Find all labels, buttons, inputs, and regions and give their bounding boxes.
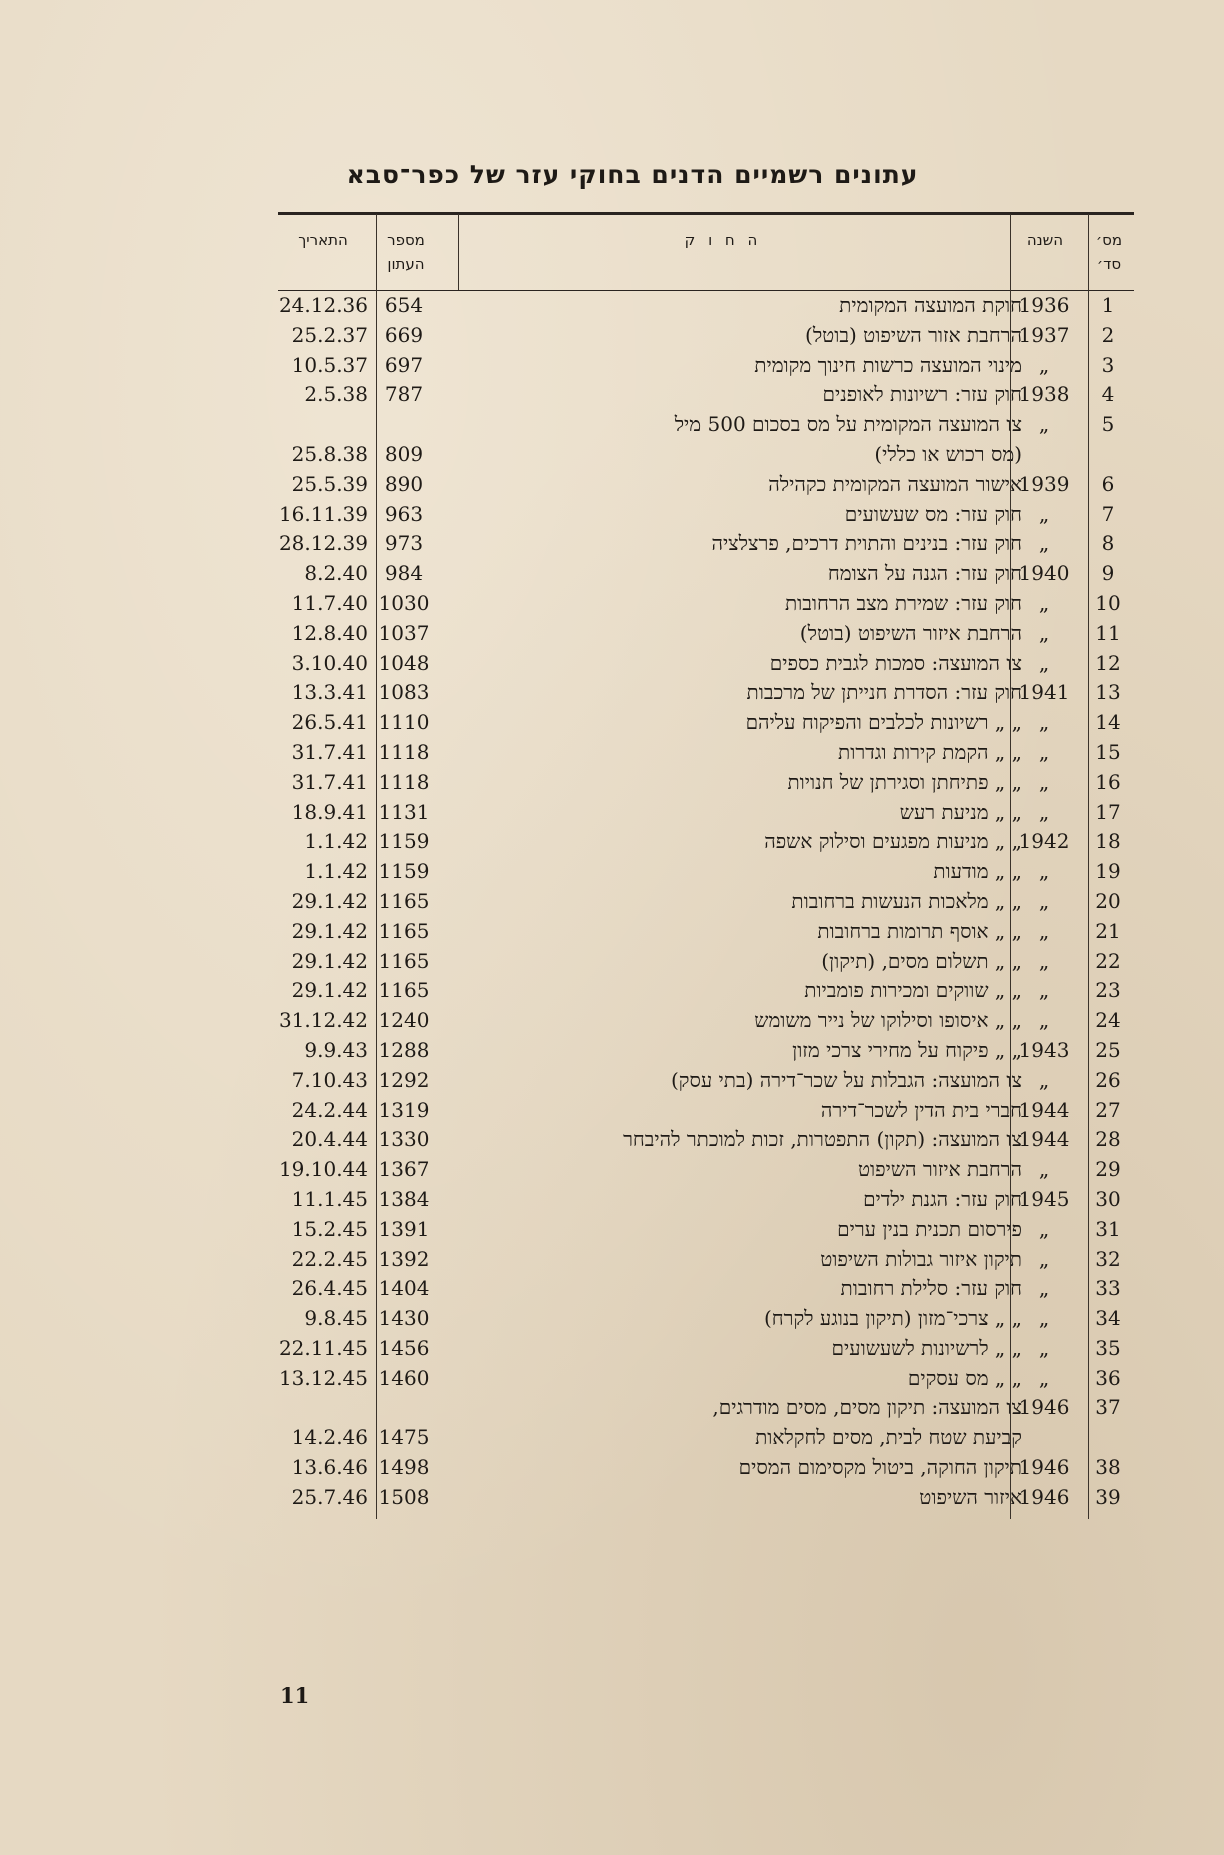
- header-issue: מספר העתון: [387, 231, 425, 273]
- year-cell: „: [1038, 918, 1050, 943]
- issue-cell: 1384: [378, 1186, 430, 1211]
- date-cell: 14.2.46: [291, 1425, 368, 1450]
- law-cell: „ „ פיקוח על מחירי צרכי מזון: [792, 1037, 1022, 1062]
- table-row: [278, 738, 1134, 768]
- year-cell: „: [1038, 1306, 1050, 1331]
- issue-cell: 1508: [378, 1484, 430, 1509]
- table-row: [278, 380, 1134, 410]
- law-cell: (מס רכוש או כללי): [874, 441, 1022, 466]
- table-row: [278, 410, 1134, 440]
- date-cell: 8.2.40: [304, 561, 368, 586]
- date-cell: 13.12.45: [278, 1365, 368, 1390]
- year-cell: 1946: [1018, 1395, 1070, 1420]
- date-cell: 20.4.44: [291, 1127, 368, 1152]
- table-row: [278, 1364, 1134, 1394]
- date-cell: 25.5.39: [291, 471, 368, 496]
- date-cell: 29.1.42: [291, 978, 368, 1003]
- serial-cell: 24: [1095, 1008, 1121, 1033]
- date-cell: 26.4.45: [291, 1276, 368, 1301]
- year-cell: 1938: [1018, 382, 1070, 407]
- table-header: [278, 214, 1134, 291]
- table-row: [278, 1155, 1134, 1185]
- law-cell: צו המועצה: הגבלות על שכר־דירה (בתי עסק): [670, 1067, 1022, 1092]
- issue-cell: 1165: [378, 978, 430, 1003]
- year-cell: 1942: [1018, 829, 1070, 854]
- table-row: [278, 1006, 1134, 1036]
- date-cell: 31.12.42: [278, 1008, 368, 1033]
- issue-cell: 1118: [378, 769, 430, 794]
- year-cell: „: [1038, 650, 1050, 675]
- serial-cell: 1: [1101, 293, 1115, 317]
- issue-cell: 1367: [378, 1157, 430, 1182]
- issue-cell: 669: [384, 322, 424, 347]
- serial-cell: 6: [1101, 471, 1115, 496]
- year-cell: 1937: [1018, 322, 1070, 347]
- laws-table: [278, 214, 1134, 1513]
- date-cell: 29.1.42: [291, 888, 368, 913]
- law-cell: תיקון איזור גבולות השיפוט: [820, 1246, 1022, 1271]
- issue-cell: 1110: [378, 710, 430, 735]
- table-row: [278, 887, 1134, 917]
- table-row: [278, 917, 1134, 947]
- date-cell: 3.10.40: [291, 650, 368, 675]
- issue-cell: 1319: [378, 1097, 430, 1122]
- year-cell: 1946: [1018, 1484, 1070, 1509]
- serial-cell: 28: [1095, 1127, 1121, 1152]
- serial-cell: 33: [1095, 1276, 1121, 1301]
- law-cell: תיקון החוקה, ביטול מקסימום המסים: [738, 1455, 1022, 1480]
- issue-cell: 1475: [378, 1425, 430, 1450]
- law-cell: הרחבת אזור השיפוט (בוטל): [805, 322, 1022, 347]
- date-cell: 29.1.42: [291, 918, 368, 943]
- date-cell: 11.1.45: [291, 1186, 368, 1211]
- law-cell: „ „ פתיחתן וסגירתן של חנויות: [787, 769, 1022, 794]
- issue-cell: 1288: [378, 1037, 430, 1062]
- date-cell: 9.8.45: [304, 1306, 368, 1331]
- issue-cell: 1292: [378, 1067, 430, 1092]
- date-cell: 9.9.43: [304, 1037, 368, 1062]
- year-cell: „: [1038, 412, 1050, 437]
- year-cell: „: [1038, 978, 1050, 1003]
- header-law: ה ח ו ק: [684, 231, 762, 249]
- serial-cell: 13: [1095, 680, 1121, 705]
- year-cell: „: [1038, 1335, 1050, 1360]
- serial-cell: 2: [1101, 322, 1115, 347]
- serial-cell: 26: [1095, 1067, 1121, 1092]
- serial-cell: 5: [1101, 412, 1115, 437]
- table-row: [278, 470, 1134, 500]
- table-row: [278, 976, 1134, 1006]
- date-cell: 31.7.41: [291, 739, 368, 764]
- serial-cell: 16: [1095, 769, 1121, 794]
- law-cell: חוק עזר: בנינים והתוית דרכים, פרצלציה: [711, 531, 1022, 556]
- year-cell: „: [1038, 1276, 1050, 1301]
- date-cell: 13.6.46: [291, 1455, 368, 1480]
- law-cell: צו המועצה: סמכות לגבית כספים: [769, 650, 1022, 675]
- issue-cell: 1391: [378, 1216, 430, 1241]
- table-row: [278, 589, 1134, 619]
- law-cell: מינוי המועצה כרשות חינוך מקומית: [754, 352, 1022, 377]
- table-row: [278, 351, 1134, 381]
- law-cell: „ „ מניעות מפגעים וסילוק אשפה: [764, 829, 1022, 854]
- law-cell: צו המועצה: (תקון) התפטרות, זכות למוכתר להיבחר: [623, 1127, 1022, 1152]
- year-cell: „: [1038, 1157, 1050, 1182]
- table-row: [278, 1274, 1134, 1304]
- issue-cell: 1240: [378, 1008, 430, 1033]
- header-year: השנה: [1026, 231, 1064, 249]
- header-serial: מס׳ סד׳: [1095, 231, 1123, 273]
- serial-cell: 18: [1095, 829, 1121, 854]
- serial-cell: 3: [1101, 352, 1115, 377]
- issue-cell: 1165: [378, 948, 430, 973]
- issue-cell: 1392: [378, 1246, 430, 1271]
- issue-cell: 1037: [378, 620, 430, 645]
- issue-cell: 1165: [378, 918, 430, 943]
- law-cell: קביעת שטח לבית, מסים לחקלאות: [755, 1425, 1022, 1450]
- date-cell: 26.5.41: [291, 710, 368, 735]
- table-row: [278, 1036, 1134, 1066]
- serial-cell: 30: [1095, 1186, 1121, 1211]
- year-cell: 1946: [1018, 1455, 1070, 1480]
- serial-cell: 31: [1095, 1216, 1121, 1241]
- issue-cell: 787: [384, 382, 424, 407]
- year-cell: „: [1038, 710, 1050, 735]
- date-cell: 19.10.44: [278, 1157, 368, 1182]
- table-row: [278, 291, 1134, 321]
- issue-cell: 984: [384, 561, 424, 586]
- serial-cell: 29: [1095, 1157, 1121, 1182]
- law-cell: „ „ מניעת רעש: [899, 799, 1022, 824]
- serial-cell: 21: [1095, 918, 1121, 943]
- table-row: [278, 559, 1134, 589]
- issue-cell: 1404: [378, 1276, 430, 1301]
- serial-cell: 17: [1095, 799, 1121, 824]
- law-cell: „ „ שווקים ומכירות פומביות: [804, 978, 1022, 1003]
- issue-cell: 1498: [378, 1455, 430, 1480]
- year-cell: „: [1038, 1246, 1050, 1271]
- law-cell: חוק עזר: סלילת רחובות: [840, 1276, 1022, 1301]
- table-row: [278, 1245, 1134, 1275]
- table-row: [278, 1185, 1134, 1215]
- law-cell: „ „ מודעות: [933, 859, 1022, 884]
- issue-cell: 1159: [378, 829, 430, 854]
- issue-cell: 1159: [378, 859, 430, 884]
- law-cell: איזור השיפוט: [919, 1484, 1022, 1509]
- law-cell: חוק עזר: הגנת ילדים: [863, 1186, 1022, 1211]
- serial-cell: 20: [1095, 888, 1121, 913]
- year-cell: „: [1038, 1067, 1050, 1092]
- page-number: 11: [280, 1683, 310, 1708]
- date-cell: 2.5.38: [304, 382, 368, 407]
- law-cell: „ „ רשיונות לכלבים והפיקוח עליהם: [745, 710, 1022, 735]
- header-date: התאריך: [298, 231, 348, 249]
- table-row: [278, 798, 1134, 828]
- serial-cell: 8: [1101, 531, 1115, 556]
- date-cell: 18.9.41: [291, 799, 368, 824]
- serial-cell: 7: [1101, 501, 1115, 526]
- table-row: [278, 440, 1134, 470]
- year-cell: „: [1038, 948, 1050, 973]
- year-cell: „: [1038, 739, 1050, 764]
- serial-cell: 37: [1095, 1395, 1121, 1420]
- serial-cell: 11: [1095, 620, 1121, 645]
- law-cell: חוקת המועצה המקומית: [839, 293, 1022, 317]
- law-cell: צו המועצה המקומית על מס בסכום 500 מיל: [674, 412, 1022, 437]
- date-cell: 22.11.45: [278, 1335, 368, 1360]
- issue-cell: 1430: [378, 1306, 430, 1331]
- law-cell: חברי בית הדין לשכר־דירה: [820, 1097, 1022, 1122]
- year-cell: „: [1038, 888, 1050, 913]
- serial-cell: 34: [1095, 1306, 1121, 1331]
- table-row: [278, 649, 1134, 679]
- date-cell: 15.2.45: [291, 1216, 368, 1241]
- law-cell: „ „ אוסף תרומות ברחובות: [817, 918, 1022, 943]
- year-cell: „: [1038, 590, 1050, 615]
- law-cell: פירסום תכנית בנין ערים: [837, 1216, 1022, 1241]
- issue-cell: 697: [384, 352, 424, 377]
- column-divider: [458, 214, 459, 290]
- law-cell: חוק עזר: רשיונות לאופנים: [822, 382, 1022, 407]
- date-cell: 25.2.37: [291, 322, 368, 347]
- law-cell: צו המועצה: תיקון מסים, מסים מודרגים,: [712, 1395, 1022, 1420]
- serial-cell: 25: [1095, 1037, 1121, 1062]
- date-cell: 24.2.44: [291, 1097, 368, 1122]
- column-divider: [376, 214, 377, 1519]
- table-row: [278, 1393, 1134, 1423]
- issue-cell: 809: [384, 441, 424, 466]
- date-cell: 24.12.36: [278, 293, 368, 317]
- law-cell: חוק עזר: שמירת מצב הרחובות: [784, 590, 1022, 615]
- column-divider: [1010, 214, 1011, 1519]
- law-cell: חוק עזר: מס שעשועים: [844, 501, 1022, 526]
- year-cell: „: [1038, 620, 1050, 645]
- issue-cell: 963: [384, 501, 424, 526]
- law-cell: „ „ צרכי־מזון (תיקון בנוגע לקרח): [764, 1306, 1022, 1331]
- issue-cell: 1330: [378, 1127, 430, 1152]
- law-cell: הרחבת איזור השיפוט (בוטל): [799, 620, 1022, 645]
- year-cell: 1944: [1018, 1127, 1070, 1152]
- serial-cell: 32: [1095, 1246, 1121, 1271]
- issue-cell: 1118: [378, 739, 430, 764]
- table-row: [278, 529, 1134, 559]
- column-divider: [1088, 214, 1089, 1519]
- table-body: [278, 291, 1134, 1513]
- issue-cell: 1131: [378, 799, 430, 824]
- table-row: [278, 1066, 1134, 1096]
- date-cell: 1.1.42: [304, 859, 368, 884]
- law-cell: „ „ לרשיונות לשעשועים: [831, 1335, 1022, 1360]
- serial-cell: 14: [1095, 710, 1121, 735]
- date-cell: 31.7.41: [291, 769, 368, 794]
- serial-cell: 10: [1095, 590, 1121, 615]
- law-cell: חוק עזר: הגנה על הצומח: [827, 561, 1022, 586]
- page-title: עתונים רשמיים הדנים בחוקי עזר של כפר־סבא: [346, 160, 919, 189]
- issue-cell: 973: [384, 531, 424, 556]
- serial-cell: 39: [1095, 1484, 1121, 1509]
- issue-cell: 654: [384, 293, 424, 317]
- issue-cell: 890: [384, 471, 424, 496]
- year-cell: 1943: [1018, 1037, 1070, 1062]
- date-cell: 25.8.38: [291, 441, 368, 466]
- table-row: [278, 1334, 1134, 1364]
- year-cell: 1944: [1018, 1097, 1070, 1122]
- serial-cell: 19: [1095, 859, 1121, 884]
- table-row: [278, 827, 1134, 857]
- issue-cell: 1456: [378, 1335, 430, 1360]
- law-cell: „ „ מלאכות הנעשות ברחובות: [791, 888, 1022, 913]
- table-row: [278, 1215, 1134, 1245]
- table-row: [278, 708, 1134, 738]
- issue-cell: 1030: [378, 590, 430, 615]
- date-cell: 29.1.42: [291, 948, 368, 973]
- date-cell: 25.7.46: [291, 1484, 368, 1509]
- table-row: [278, 1125, 1134, 1155]
- table-row: [278, 1453, 1134, 1483]
- year-cell: „: [1038, 799, 1050, 824]
- table-row: [278, 1483, 1134, 1513]
- date-cell: 13.3.41: [291, 680, 368, 705]
- law-cell: „ „ מס עסקים: [907, 1365, 1022, 1390]
- table-row: [278, 619, 1134, 649]
- table-row: [278, 500, 1134, 530]
- year-cell: 1941: [1018, 680, 1070, 705]
- year-cell: „: [1038, 769, 1050, 794]
- law-cell: „ „ הקמת קירות וגדרות: [838, 739, 1022, 764]
- table-row: [278, 678, 1134, 708]
- table-row: [278, 321, 1134, 351]
- date-cell: 11.7.40: [291, 590, 368, 615]
- serial-cell: 15: [1095, 739, 1121, 764]
- year-cell: 1936: [1018, 293, 1070, 317]
- serial-cell: 38: [1095, 1455, 1121, 1480]
- year-cell: „: [1038, 531, 1050, 556]
- table-row: [278, 1304, 1134, 1334]
- issue-cell: 1083: [378, 680, 430, 705]
- year-cell: „: [1038, 501, 1050, 526]
- serial-cell: 4: [1101, 382, 1115, 407]
- date-cell: 1.1.42: [304, 829, 368, 854]
- table-row: [278, 947, 1134, 977]
- date-cell: 7.10.43: [291, 1067, 368, 1092]
- year-cell: 1945: [1018, 1186, 1070, 1211]
- law-cell: „ „ איסופו וסילוקו של נייר משומש: [754, 1008, 1022, 1033]
- issue-cell: 1460: [378, 1365, 430, 1390]
- year-cell: „: [1038, 1008, 1050, 1033]
- law-cell: אישור המועצה המקומית כקהילה: [768, 471, 1022, 496]
- date-cell: 28.12.39: [278, 531, 368, 556]
- law-cell: „ „ תשלום מסים, (תיקון): [821, 948, 1022, 973]
- year-cell: „: [1038, 859, 1050, 884]
- year-cell: „: [1038, 1365, 1050, 1390]
- serial-cell: 23: [1095, 978, 1121, 1003]
- date-cell: 10.5.37: [291, 352, 368, 377]
- serial-cell: 27: [1095, 1097, 1121, 1122]
- year-cell: 1939: [1018, 471, 1070, 496]
- year-cell: 1940: [1018, 561, 1070, 586]
- law-cell: חוק עזר: הסדרת חנייתן של מרכבות: [746, 680, 1022, 705]
- issue-cell: 1048: [378, 650, 430, 675]
- law-cell: הרחבת איזור השיפוט: [857, 1157, 1022, 1182]
- year-cell: „: [1038, 1216, 1050, 1241]
- serial-cell: 36: [1095, 1365, 1121, 1390]
- date-cell: 12.8.40: [291, 620, 368, 645]
- serial-cell: 12: [1095, 650, 1121, 675]
- date-cell: 16.11.39: [278, 501, 368, 526]
- issue-cell: 1165: [378, 888, 430, 913]
- table-row: [278, 1423, 1134, 1453]
- table-row: [278, 857, 1134, 887]
- table-row: [278, 1096, 1134, 1126]
- table-row: [278, 768, 1134, 798]
- serial-cell: 9: [1101, 561, 1115, 586]
- serial-cell: 35: [1095, 1335, 1121, 1360]
- date-cell: 22.2.45: [291, 1246, 368, 1271]
- serial-cell: 22: [1095, 948, 1121, 973]
- year-cell: „: [1038, 352, 1050, 377]
